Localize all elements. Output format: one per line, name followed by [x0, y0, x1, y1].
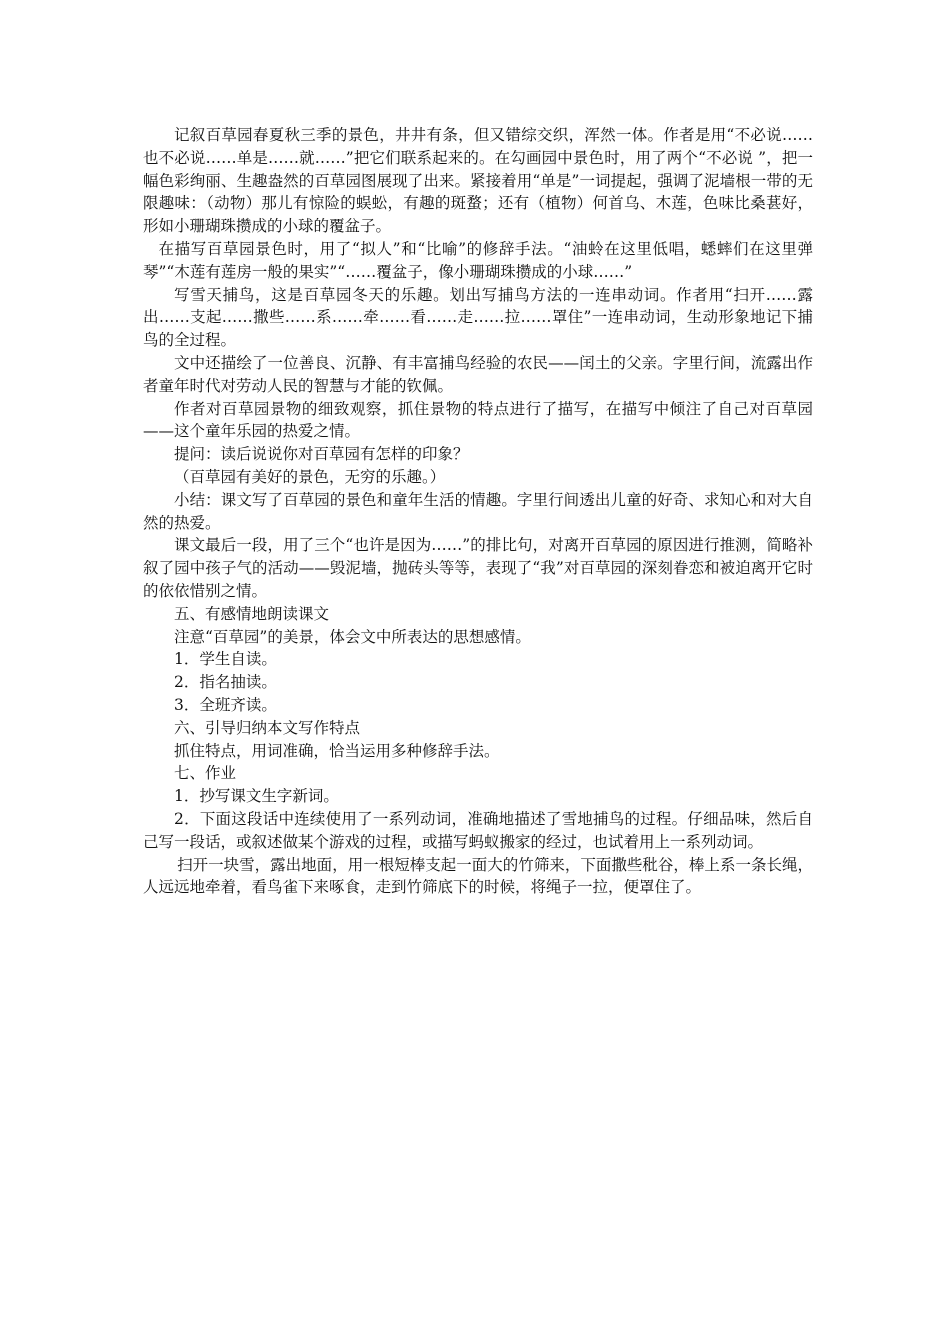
paragraph-answer: （百草园有美好的景色，无穷的乐趣。）: [174, 467, 446, 486]
list-item-homework-1: 1．抄写课文生字新词。: [174, 787, 339, 806]
paragraph-runtu-father: 文中还描绘了一位善良、沉静、有丰富捕鸟经验的农民——闰土的父亲。字里行间，流露出作者童年时代对劳动人民的智慧与才能的钦佩。: [143, 353, 813, 395]
heading-section-six: 六、引导归纳本文写作特点: [174, 718, 361, 737]
paragraph-example-passage: 扫开一块雪，露出地面，用一根短棒支起一面大的竹筛来，下面撒些秕谷，棒上系一条长绳，人远远地牵着，看鸟雀下来啄食，走到竹筛底下的时候，将绳子一拉，便罩住了。: [143, 855, 813, 897]
list-item-class-read: 3．全班齐读。: [174, 695, 277, 714]
paragraph-last-section: 课文最后一段，用了三个“也许是因为……”的排比句，对离开百草园的原因进行推测，简略补叙了园中孩子气的活动——毁泥墙，抛砖头等等，表现了“我”对百草园的深刻眷恋和被迫离开它时的依依惜别之情。: [143, 536, 813, 600]
list-item-homework-2: 2．下面这段话中连续使用了一系列动词，准确地描述了雪地捕鸟的过程。仔细品味，然后自己写一段话，或叙述做某个游戏的过程，或描写蚂蚁搬家的经过，也试着用上一系列动词。: [143, 809, 813, 851]
paragraph-writing-features: 抓住特点，用词准确，恰当运用多种修辞手法。: [174, 741, 500, 760]
paragraph-reading-note: 注意“百草园”的美景，体会文中所表达的思想感情。: [174, 627, 531, 646]
document-body: [143, 124, 813, 899]
heading-section-seven: 七、作业: [174, 764, 237, 783]
paragraph-observation: 作者对百草园景物的细致观察，抓住景物的特点进行了描写，在描写中倾注了自己对百草园——这个童年乐园的热爱之情。: [143, 399, 813, 441]
heading-section-five: 五、有感情地朗读课文: [174, 604, 330, 623]
paragraph-bird-catching: 写雪天捕鸟，这是百草园冬天的乐趣。划出写捕鸟方法的一连串动词。作者用“扫开……露出……支起……撒些……系……牵……看……走……拉……罩住”一连串动词，生动形象地记下捕鸟的全过程。: [143, 285, 813, 350]
paragraph-summary: 小结：课文写了百草园的景色和童年生活的情趣。字里行间透出儿童的好奇、求知心和对大自然的热爱。: [143, 490, 813, 532]
paragraph-rhetoric: 在描写百草园景色时，用了“拟人”和“比喻”的修辞手法。“油蛉在这里低唱，蟋蟀们在这里弹琴”“木莲有莲房一般的果实”“……覆盆子，像小珊瑚珠攒成的小球……”: [143, 239, 813, 281]
list-item-assigned-read: 2．指名抽读。: [174, 673, 277, 692]
paragraph-seasons-scenery: 记叙百草园春夏秋三季的景色，井井有条，但又错综交织，浑然一体。作者是用“不必说……也不必说……单是……就……”把它们联系起来的。在勾画园中景色时，用了两个“不必说 ”，把一幅色彩绚丽、生趣盎然的百草园图展现了出来。紧接着用“单是”一词提起，强调了泥墙根一带的无限趣味：（动物）那儿有惊险的蜈蚣，有趣的斑蝥；还有（植物）何首乌、木莲，色味比桑葚好，形如小珊瑚珠攒成的小球的覆盆子。: [143, 126, 813, 236]
list-item-self-read: 1．学生自读。: [174, 650, 277, 669]
paragraph-question: 提问：读后说说你对百草园有怎样的印象？: [174, 445, 469, 464]
